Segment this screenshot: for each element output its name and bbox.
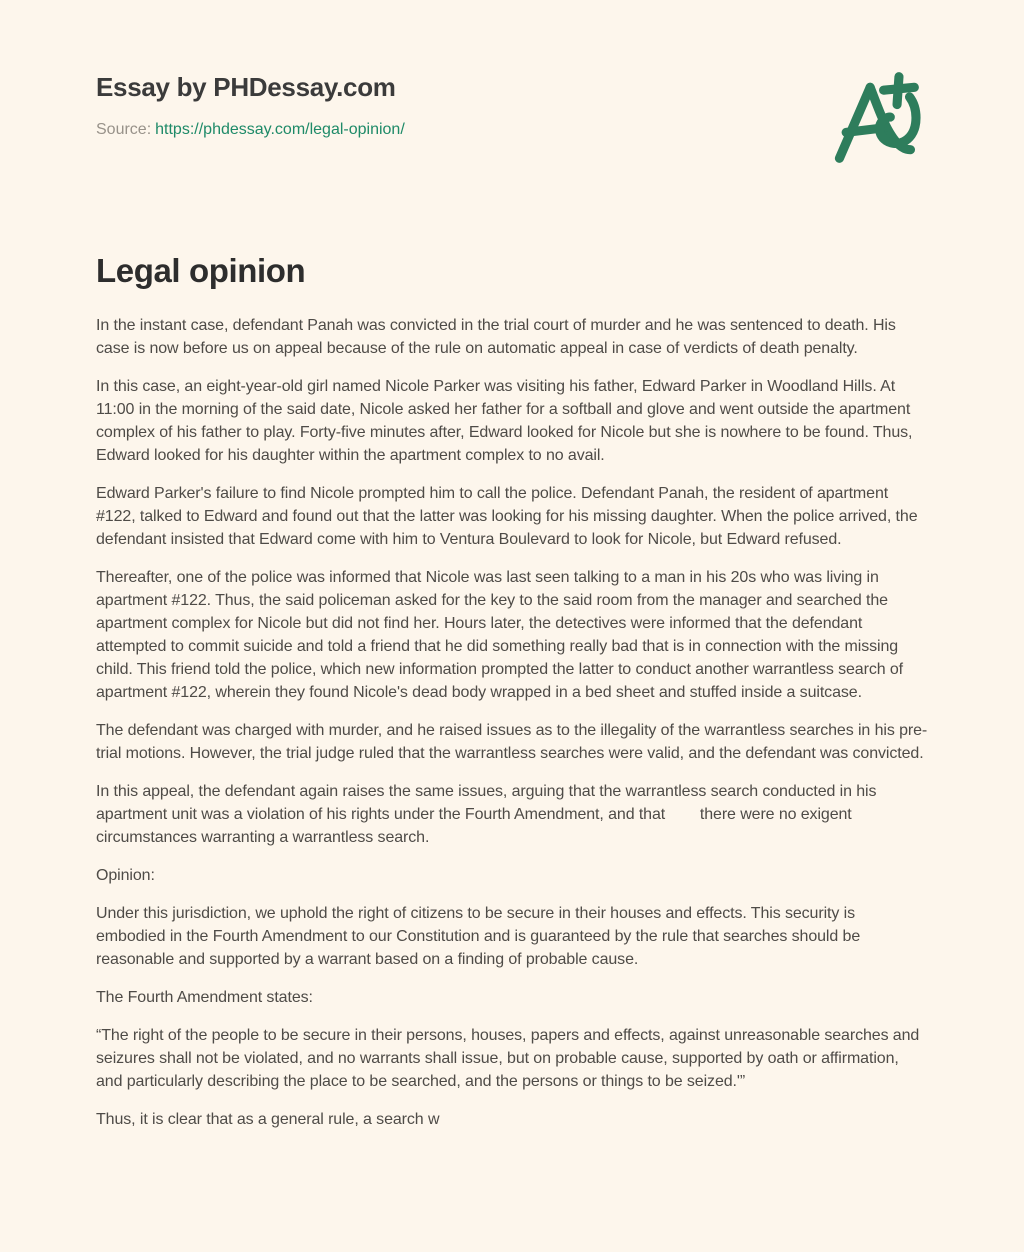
paragraph-facts-1: In this case, an eight-year-old girl named Nicole Parker was visiting his father, Edward Parker in Woodland Hills. At 11:00 in the morning of the said date, Nicole asked her father for a softball and glove and went outside the apartment complex of his father to play. Forty-five minutes after, Edward looked for Nicole but she is nowhere to be found. Thus, Edward looked for his daughter within the apartment complex to no avail. (96, 377, 917, 464)
paragraph-truncated: Thus, it is clear that as a general rule, a search w (96, 1110, 440, 1128)
paragraph-facts-2: Edward Parker's failure to find Nicole prompted him to call the police. Defendant Panah, the resident of apartment #122, talked to Edward and found out that the latter was looking for his missing daughter. When the police arrived, the defendant insisted that Edward come with him to Ventura Boulevard to look for Nicole, but Edward refused. (96, 484, 922, 548)
paragraph-jurisdiction: Under this jurisdiction, we uphold the right of citizens to be secure in their houses and effects. This security is embodied in the Fourth Amendment to our Constitution and is guaranteed by the rule that searches should be reasonable and supported by a warrant based on a finding of probable cause. (96, 904, 865, 968)
essay-body (96, 314, 928, 1131)
essay-by-title: Essay by PHDessay.com (96, 72, 396, 102)
header-text-block (96, 68, 405, 141)
paragraph-appeal: In this appeal, the defendant again raises the same issues, arguing that the warrantless search conducted in his apartment unit was a violation of his rights under the Fourth Amendment, and that there were no exigent circumstances warranting a warrantless search. (96, 782, 881, 846)
source-label: Source: (96, 121, 152, 139)
paragraph-opinion-label: Opinion: (96, 866, 155, 884)
document-header (96, 68, 928, 168)
aplus-logo-icon (826, 68, 922, 168)
source-line (96, 120, 405, 141)
page-title: Legal opinion (96, 252, 306, 289)
paragraph-amendment-quote: “The right of the people to be secure in their persons, houses, papers and effects, against unreasonable searches and seizures shall not be violated, and no warrants shall issue, but on probable cause, supported by oath or affirmation, and particularly describing the place to be searched, and the persons or things to be seized.'” (96, 1026, 924, 1090)
source-link[interactable]: https://phdessay.com/legal-opinion/ (155, 121, 405, 139)
paragraph-amendment-label: The Fourth Amendment states: (96, 988, 313, 1006)
paragraph-facts-3: Thereafter, one of the police was informed that Nicole was last seen talking to a man in his 20s who was living in apartment #122. Thus, the said policeman asked for the key to the said room from the manager and searched the apartment complex for Nicole but did not find her. Hours later, the detectives were informed that the defendant attempted to commit suicide and told a friend that he did something really bad that is in connection with the missing child. This friend told the police, which new information prompted the latter to conduct another warrantless search of apartment #122, wherein they found Nicole's dead body wrapped in a bed sheet and stuffed inside a suitcase. (96, 568, 908, 701)
paragraph-charges: The defendant was charged with murder, and he raised issues as to the illegality of the warrantless searches in his pre-trial motions. However, the trial judge ruled that the warrantless searches were valid, and the defendant was convicted. (96, 721, 928, 762)
paragraph-intro: In the instant case, defendant Panah was convicted in the trial court of murder and he was sentenced to death. His case is now before us on appeal because of the rule on automatic appeal in case of verdicts of death penalty. (96, 316, 901, 357)
